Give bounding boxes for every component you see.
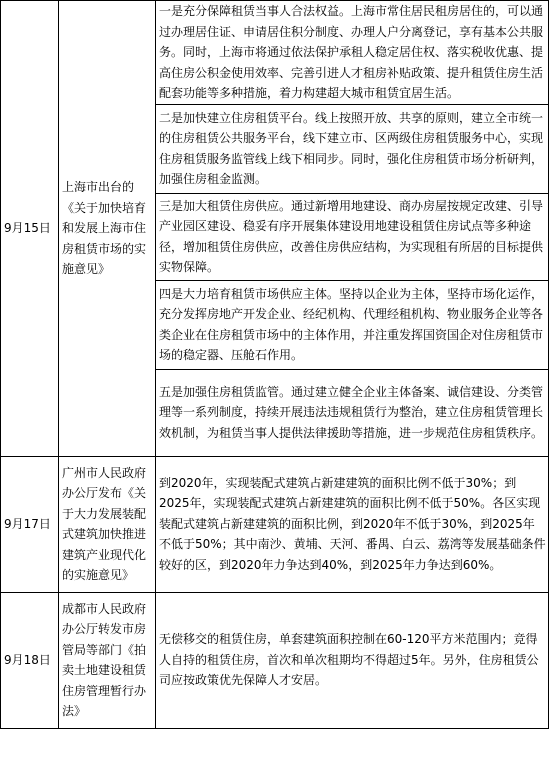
content-cell: 三是加大租赁住房供应。通过新增用地建设、商办房屋按规定改建、引导产业园区建设、稳妥有序开展集体建设用地建设租赁住房试点等多种途径，增加租赁住房供应，改善住房供应结构，为实现租有所居的目标提供实物保障。: [156, 193, 549, 280]
content-cell: 五是加强住房租赁监管。通过建立健全企业主体备案、诚信建设、分类管理等一系列制度，持续开展违法违规租赁行为整治，建立住房租赁管理长效机制，为租赁当事人提供法律援助等措施，进一步规范住房租赁秩序。: [156, 369, 549, 456]
table-row: [1, 1, 549, 105]
date-cell: 9月18日: [1, 592, 59, 728]
source-cell: 上海市出台的《关于加快培育和发展上海市住房租赁市场的实施意见》: [59, 1, 156, 457]
content-cell: 四是大力培育租赁市场供应主体。坚持以企业为主体，坚持市场化运作，充分发挥房地产开发企业、经纪机构、代理经租机构、物业服务企业等各类企业在住房租赁市场中的主体作用，并注重发挥国资国企对住房租赁市场的稳定器、压舱石作用。: [156, 280, 549, 369]
date-cell: 9月17日: [1, 456, 59, 592]
content-cell: 无偿移交的租赁住房，单套建筑面积控制在60-120平方米范围内；竞得人自持的租赁住房，首次和单次租期均不得超过5年。另外，住房租赁公司应按政策优先保障人才安居。: [156, 592, 549, 728]
content-cell: 二是加快建立住房租赁平台。线上按照开放、共享的原则，建立全市统一的住房租赁公共服务平台，线下建立市、区两级住房租赁服务中心，实现住房租赁服务监管线上线下相同步。同时，强化住房租赁市场分析研判，加强住房租金监测。: [156, 104, 549, 193]
date-cell: 9月15日: [1, 1, 59, 457]
table-row: [1, 592, 549, 728]
table-row: [1, 456, 549, 592]
source-cell: 广州市人民政府办公厅发布《关于大力发展装配式建筑加快推进建筑产业现代化的实施意见》: [59, 456, 156, 592]
source-cell: 成都市人民政府办公厅转发市房管局等部门《拍卖土地建设租赁住房管理暂行办法》: [59, 592, 156, 728]
content-cell: 一是充分保障租赁当事人合法权益。上海市常住居民租房居住的，可以通过办理居住证、申请居住积分制度、办理人户分离登记，享有基本公共服务。同时，上海市将通过依法保护承租人稳定居住权、落实税收优惠、提高住房公积金使用效率、完善引进人才租房补贴政策、提升租赁住房生活配套功能等多种措施，着力构建超大城市租赁宜居生活。: [156, 1, 549, 105]
content-cell: 到2020年，实现装配式建筑占新建建筑的面积比例不低于30%；到2025年，实现装配式建筑占新建建筑的面积比例不低于50%。各区实现装配式建筑占新建建筑的面积比例，到2020年不低于30%，到2025年不低于50%；其中南沙、黄埔、天河、番禺、白云、荔湾等发展基础条件较好的区，到2020年力争达到40%，到2025年力争达到60%。: [156, 456, 549, 592]
